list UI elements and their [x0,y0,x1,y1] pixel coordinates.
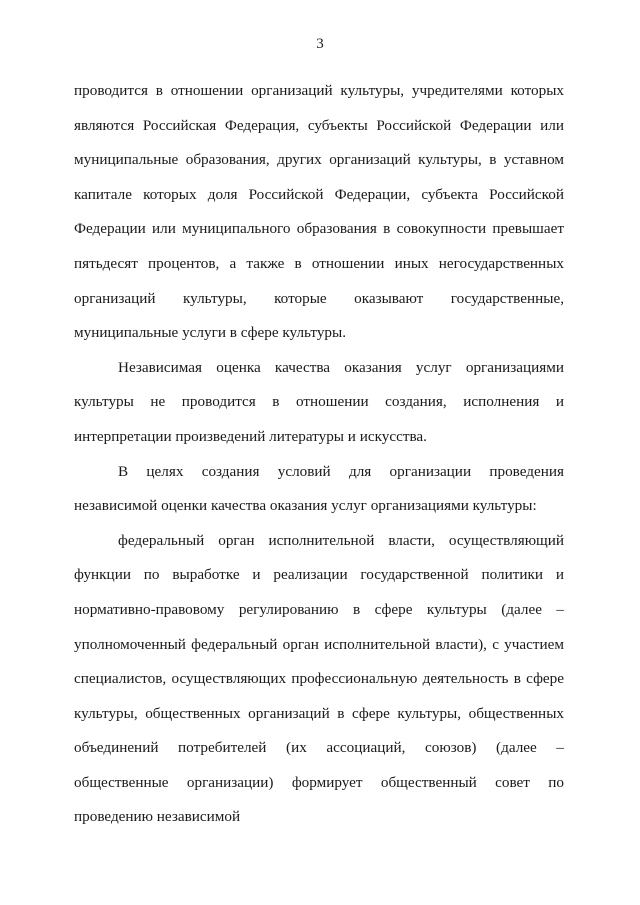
paragraph-federal-body: федеральный орган исполнительной власти, осуществляющий функции по выработке и реализации государственной политики и нормативно-правовому регулированию в сфере культуры (далее – уполномоченный федеральный орган исполнительной власти), с участием специалистов, осуществляющих профессиональную деятельность в сфере культуры, общественных организаций в сфере культуры, общественных объединений потребителей (их ассоциаций, союзов) (далее – общественные организации) формирует общественный совет по проведению независимой [74,531,564,826]
paragraph-exclusion: Независимая оценка качества оказания услуг организациями культуры не проводится в отношении создания, исполнения и интерпретации произведений литературы и искусства. [74,358,564,445]
page-number: 3 [316,36,324,52]
document-body [74,74,564,835]
paragraph-purpose: В целях создания условий для организации проведения независимой оценки качества оказания услуг организациями культуры: [74,462,564,515]
paragraph-continuation: проводится в отношении организаций культуры, учредителями которых являются Российская Федерация, субъекты Российской Федерации или муниципальные образования, других организаций культуры, в уставном капитале которых доля Российской Федерации, субъекта Российской Федерации или муниципального образования в совокупности превышает пятьдесят процентов, а также в отношении иных негосударственных организаций культуры, которые оказывают государственные, муниципальные услуги в сфере культуры. [74,82,564,342]
